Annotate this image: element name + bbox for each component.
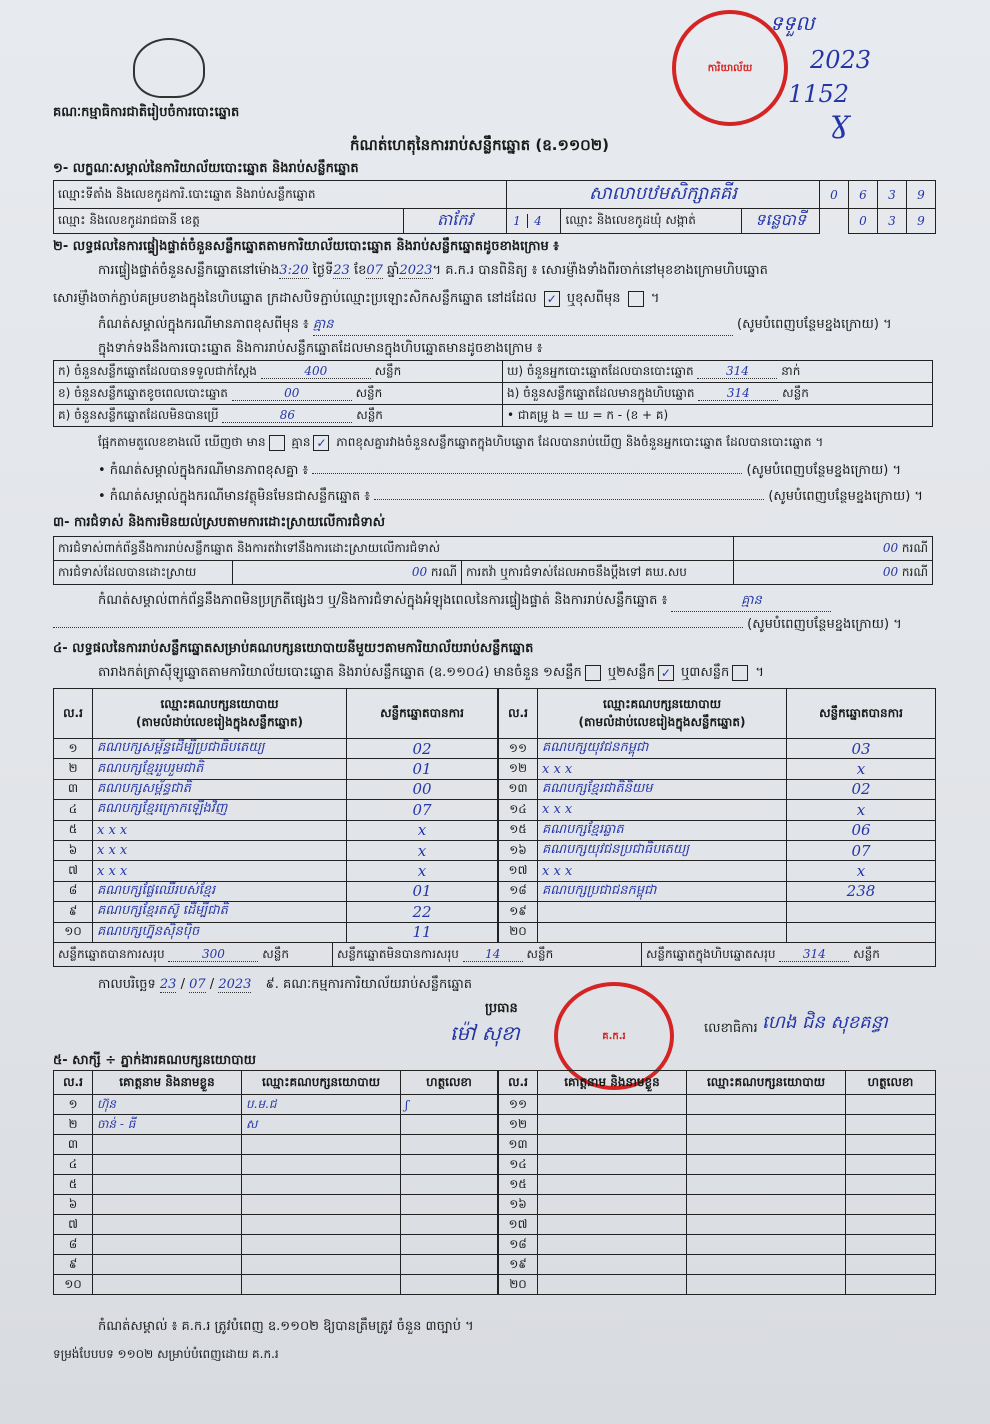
table-row	[499, 1095, 936, 1115]
witness-name: ចាន់ - ធី	[93, 1115, 242, 1135]
vote-count: 22	[347, 902, 498, 922]
party-name: គណបក្សប្រជាជនកម្ពុជា	[538, 881, 787, 901]
corner-signature: Ɣ	[830, 110, 850, 143]
verification-line: ការផ្ទៀងផ្ទាត់ចំនួនសន្លឹកឆ្នោតនៅម៉ោង3:20 ថ្ងៃទី23 ខែ07 ឆ្នាំ2023។ គ.ក.រ បានពិនិត្យ ៖ សោរម៉្ញាំងទាំងពីរចាក់នៅមុខខាងក្រោមហិបឆ្នោត	[98, 263, 768, 278]
row-number: ១៩	[499, 1255, 538, 1275]
province-label: ឈ្មោះ និងលេខកូដរាជធានី ខេត្ត	[54, 209, 404, 234]
witness-name	[93, 1275, 242, 1295]
row-number: ១៩	[499, 902, 538, 922]
party-name: គណបក្សយុវជនកម្ពុជា	[538, 739, 787, 759]
witness-party	[687, 1095, 846, 1115]
row-number: ២	[54, 1115, 93, 1135]
witness-party	[687, 1135, 846, 1155]
witness-signature	[401, 1135, 498, 1155]
chief-signature: ម៉ៅ សុខា	[450, 1021, 520, 1045]
table-row	[499, 1135, 936, 1155]
row-number: ៤	[54, 1155, 93, 1175]
vote-count: 00	[347, 779, 498, 799]
committee-stamp: គ.ក.រ	[554, 982, 674, 1090]
witness-signature	[846, 1115, 936, 1135]
vote-count: 06	[787, 820, 936, 840]
witness-signature	[401, 1175, 498, 1195]
witness-signature	[401, 1255, 498, 1275]
row-number: ៦	[54, 840, 93, 860]
row-number: ១៧	[499, 861, 538, 881]
party-name: គណបក្សខ្មែររួបរួមជាតិ	[93, 759, 347, 779]
seal-check-line: សោរម៉្ញាំងចាក់ភ្ជាប់គម្របខាងក្នុងនៃហិបឆ្នោត ក្រដាសបិទភ្ជាប់ឈ្មោះប្រឡោះសិកសន្លឹកឆ្នោត នៅដដែល ✓ ឬខុសពីមុន ។	[53, 291, 660, 306]
vote-count: 07	[787, 840, 936, 860]
witness-name	[93, 1155, 242, 1175]
witness-signature	[846, 1275, 936, 1295]
row-number: ១៣	[499, 1135, 538, 1155]
witness-name	[93, 1235, 242, 1255]
row-number: ៥	[54, 820, 93, 840]
row-number: ៦	[54, 1195, 93, 1215]
witness-name	[538, 1135, 687, 1155]
row-number: ៣	[54, 779, 93, 799]
section1-table: ឈ្មោះទីតាំង និងលេខកូដការិ.បោះឆ្នោត និងរាប់សន្លឹកឆ្នោត សាលាបឋមសិក្សាគគីរ 0 6 3 9 ឈ្មោះ និងលេខកូដរាជធានី ខេត្ត តាកែវ 1 4 ឈ្មោះ និងលេខកូដឃុំ សង្កាត់ ទន្លេបាទី 0 3 9	[53, 180, 936, 234]
row-number: ៣	[54, 1135, 93, 1155]
vote-count: 01	[347, 759, 498, 779]
row-number: ១១	[499, 1095, 538, 1115]
vote-count: x	[787, 759, 936, 779]
witness-party	[687, 1235, 846, 1255]
row-number: ៧	[54, 861, 93, 881]
date-line: កាលបរិច្ឆេទ 23 / 07 / 2023 ៩. គណៈកម្មការការិយាល័យរាប់សន្លឹកឆ្នោត	[98, 977, 473, 992]
witness-party	[242, 1175, 401, 1195]
witness-table-right: ល.រ គោត្តនាម និងនាមខ្លួន ឈ្មោះគណបក្សនយោបាយ ហត្ថលេខា ១១ ១២ ១៣ ១៤ ១៥ ១៦ ១៧ ១៨ ១៩ ២០	[498, 1070, 936, 1295]
corner-date: 2023	[810, 46, 872, 74]
witness-party	[242, 1155, 401, 1175]
row-number: ៤	[54, 800, 93, 820]
party-name: គណបក្សយុវជនប្រជាធិបតេយ្យ	[538, 840, 787, 860]
table-row	[54, 779, 498, 799]
party-name: គណបក្សខ្មែរឆ្លាត	[538, 820, 787, 840]
row-number: ១៣	[499, 779, 538, 799]
table-row	[54, 922, 498, 942]
witness-signature	[846, 1195, 936, 1215]
witness-party	[687, 1215, 846, 1235]
sheet-count-line: តារាងកត់ត្រាស៊ីឡូឆ្នោតតាមការិយាល័យបោះឆ្នោត និងរាប់សន្លឹកឆ្នោត (ឧ.១១០៤) មានចំនួន ១សន្លឹក ឬ២សន្លឹក ✓ ឬ៣សន្លឹក ។	[98, 665, 764, 680]
row-number: ៩	[54, 902, 93, 922]
table-row	[54, 1155, 498, 1175]
table-row	[54, 902, 498, 922]
table-row	[499, 1255, 936, 1275]
witness-signature	[846, 1095, 936, 1115]
witness-party: ប.ម.ជ	[242, 1095, 401, 1115]
witness-name	[538, 1155, 687, 1175]
witness-table-left: ល.រ គោត្តនាម និងនាមខ្លួន ឈ្មោះគណបក្សនយោបាយ ហត្ថលេខា ១ ហ៊ុន ប.ម.ជ ʃ ២ ចាន់ - ធី ស ៣ ៤ ៥ ៦ ៧ ៨ ៩ ១០	[53, 1070, 498, 1295]
table-row	[54, 881, 498, 901]
table-row	[54, 861, 498, 881]
form-footer: ទម្រង់បែបបទ ១១០២ សម្រាប់បំពេញដោយ គ.ក.រ	[53, 1347, 279, 1361]
party-name	[538, 922, 787, 942]
witness-party	[687, 1275, 846, 1295]
ballot-count-table: ក) ចំនួនសន្លឹកឆ្នោតដែលបានទទួលជាក់ស្តែង 400 សន្លឹក ឃ) ចំនួនអ្នកបោះឆ្នោតដែលបានបោះឆ្នោត 314 នាក់ ខ) ចំនួនសន្លឹកឆ្នោតខូចពេលបោះឆ្នោត 00 សន្លឹក ង) ចំនួនសន្លឹកឆ្នោតដែលមានក្នុងហិបឆ្នោត 314 សន្លឹក គ) ចំនួនសន្លឹកឆ្នោតដែលមិនបានប្រើ 86 សន្លឹក • ជាគម្រូ ង = ឃ = ក - (ខ + គ)	[53, 360, 933, 427]
section3-title: ៣- ការជំទាស់ និងការមិនយល់ស្របតាមការដោះស្រាយលើការជំទាស់	[53, 515, 385, 530]
commune-label: ឈ្មោះ និងលេខកូដឃុំ សង្កាត់	[561, 209, 742, 234]
secretary-signature: ហេង ជិន សុខគន្ធា	[762, 1012, 888, 1033]
row-number: ១៥	[499, 1175, 538, 1195]
irregularity-note-suffix: (សូមបំពេញបន្ថែមខ្នងក្រោយ) ។	[53, 616, 902, 635]
vote-count: x	[787, 800, 936, 820]
witness-party	[687, 1155, 846, 1175]
bullet-diff-note: • កំណត់សម្គាល់ក្នុងករណីមានភាពខុសគ្នា ៖ (សូមបំពេញបន្ថែមខ្នងក្រោយ) ។	[98, 463, 902, 478]
table-row	[54, 739, 498, 759]
witness-signature	[401, 1215, 498, 1235]
witness-party	[242, 1135, 401, 1155]
table-row	[54, 1095, 498, 1115]
table-row	[54, 1235, 498, 1255]
party-name: គណបក្សខ្មែរក្រោកឡើងវិញ	[93, 800, 347, 820]
results-table-left: ល.រ ឈ្មោះគណបក្សនយោបាយ (តាមលំដាប់លេខរៀងក្នុងសន្លឹកឆ្នោត) សន្លឹកឆ្នោតបានការ ១ គណបក្សសម្ព័ន្ធដើម្បីប្រជាធិបតេយ្យ 02 ២ គណបក្សខ្មែររួបរួមជាតិ 01 ៣ គណបក្សសម្ព័ន្ធជាតិ 00 ៤ គណបក្សខ្មែរក្រោកឡើងវិញ 07 ៥ x x x x ៦ x x x x ៧ x x x x ៨ គណបក្សផ្លែឈើរបស់ខ្មែរ 01 ៩ គណបក្សខ្មែរតស៊ូ ដើម្បីជាតិ 22 ១០ គណបក្សហ្វ៊ុនស៊ិនប៉ិច 11	[53, 688, 498, 943]
table-row	[54, 759, 498, 779]
witness-signature	[401, 1115, 498, 1135]
table-row	[499, 820, 936, 840]
different-checkbox[interactable]	[628, 291, 644, 307]
party-name: x x x	[93, 861, 347, 881]
table-row	[54, 1135, 498, 1155]
row-number: ៥	[54, 1175, 93, 1195]
form-title: កំណត់ហេតុនៃការរាប់សន្លឹកឆ្នោត (ឧ.១១០២)	[350, 136, 610, 154]
witness-name	[538, 1275, 687, 1295]
table-row	[54, 800, 498, 820]
table-row	[499, 1195, 936, 1215]
witness-party	[242, 1215, 401, 1235]
table-row	[499, 739, 936, 759]
witness-party	[687, 1255, 846, 1275]
witness-name	[93, 1215, 242, 1235]
ballot-intro: ក្នុងទាក់ទងនឹងការបោះឆ្នោត និងការរាប់សន្លឹកឆ្នោតដែលមានក្នុងហិបឆ្នោតមានដូចខាងក្រោម ៖	[98, 341, 543, 356]
row-number: ១	[54, 739, 93, 759]
vote-count: 03	[787, 739, 936, 759]
location-value: សាលាបឋមសិក្សាគគីរ	[506, 181, 819, 209]
table-row	[499, 1115, 936, 1135]
witness-signature	[846, 1135, 936, 1155]
vote-count: 01	[347, 881, 498, 901]
province-value: តាកែវ	[403, 209, 506, 234]
table-row	[499, 861, 936, 881]
row-number: ២០	[499, 922, 538, 942]
table-row	[54, 1175, 498, 1195]
vote-count: x	[347, 861, 498, 881]
bullet-object-note: • កំណត់សម្គាល់ក្នុងករណីមានវត្ថុមិនមែនជាសន្លឹកឆ្នោត ៖ (សូមបំពេញបន្ថែមខ្នងក្រោយ) ។	[98, 489, 923, 504]
witness-name	[93, 1135, 242, 1155]
results-table-right: ល.រ ឈ្មោះគណបក្សនយោបាយ (តាមលំដាប់លេខរៀងក្នុងសន្លឹកឆ្នោត) សន្លឹកឆ្នោតបានការ ១១ គណបក្សយុវជនកម្ពុជា 03 ១២ x x x x ១៣ គណបក្សខ្មែរជាតិនិយម 02 ១៤ x x x x ១៥ គណបក្សខ្មែរឆ្លាត 06 ១៦ គណបក្សយុវជនប្រជាធិបតេយ្យ 07 ១៧ x x x x ១៨ គណបក្សប្រជាជនកម្ពុជា 238 ១៩ ២០	[498, 688, 936, 943]
witness-signature	[846, 1155, 936, 1175]
witness-party	[687, 1115, 846, 1135]
party-name: x x x	[538, 861, 787, 881]
section2-title: ២- លទ្ធផលនៃការផ្ទៀងផ្ទាត់ចំនួនសន្លឹកឆ្នោតតាមការិយាល័យបោះឆ្នោត និងរាប់សន្លឹកឆ្នោតដូចខាងក្រោម ៖	[53, 239, 559, 254]
witness-signature	[846, 1235, 936, 1255]
witness-party	[242, 1275, 401, 1295]
witness-name	[538, 1235, 687, 1255]
witness-signature	[401, 1195, 498, 1215]
vote-count: 07	[347, 800, 498, 820]
witness-name	[538, 1175, 687, 1195]
row-number: ១២	[499, 1115, 538, 1135]
table-row	[499, 800, 936, 820]
witness-signature	[401, 1155, 498, 1175]
row-number: ១៨	[499, 1235, 538, 1255]
section1-title: ១- លក្ខណៈសម្គាល់នៃការិយាល័យបោះឆ្នោត និងរាប់សន្លឹកឆ្នោត	[53, 161, 359, 176]
party-name: គណបក្សសម្ព័ន្ធដើម្បីប្រជាធិបតេយ្យ	[93, 739, 347, 759]
row-number: ១៧	[499, 1215, 538, 1235]
row-number: ២	[54, 759, 93, 779]
irregularity-note: កំណត់សម្គាល់ពាក់ព័ន្ធនឹងភាពមិនប្រក្រតីផ្សេងៗ ឬ/និងការជំទាស់ក្នុងអំឡុងពេលនៃការផ្ទៀងផ្ទាត់ និងការរាប់សន្លឹកឆ្នោត ៖ គ្មាន	[98, 592, 831, 612]
witness-signature: ʃ	[401, 1095, 498, 1115]
party-name: គណបក្សសម្ព័ន្ធជាតិ	[93, 779, 347, 799]
table-row	[499, 1175, 936, 1195]
row-number: ៨	[54, 881, 93, 901]
party-name: x x x	[93, 840, 347, 860]
witness-party	[687, 1175, 846, 1195]
witness-party	[687, 1195, 846, 1215]
vote-count: x	[347, 840, 498, 860]
row-number: ១៦	[499, 1195, 538, 1215]
witness-name	[538, 1195, 687, 1215]
top-red-stamp: ការិយាល័យ	[672, 10, 788, 126]
witness-name	[93, 1175, 242, 1195]
witness-name	[538, 1255, 687, 1275]
row-number: ១៥	[499, 820, 538, 840]
row-number: ៨	[54, 1235, 93, 1255]
witness-party	[242, 1255, 401, 1275]
witness-name	[538, 1115, 687, 1135]
witness-name	[93, 1195, 242, 1215]
row-number: ១០	[54, 922, 93, 942]
party-name: គណបក្សខ្មែរជាតិនិយម	[538, 779, 787, 799]
table-row	[499, 840, 936, 860]
footnote: កំណត់សម្គាល់ ៖ គ.ក.រ ត្រូវបំពេញ ឧ.១១០២ ឱ្យបានត្រឹមត្រូវ ចំនួន ៣ច្បាប់ ។	[98, 1319, 474, 1334]
corner-number: 1152	[788, 80, 850, 108]
table-row	[54, 820, 498, 840]
table-row	[499, 1235, 936, 1255]
row-number: ១០	[54, 1275, 93, 1295]
vote-count: 02	[787, 779, 936, 799]
party-name: គណបក្សហ្វ៊ុនស៊ិនប៉ិច	[93, 922, 347, 942]
witness-signature	[846, 1255, 936, 1275]
row-number: ១	[54, 1095, 93, 1115]
vote-count: x	[347, 820, 498, 840]
party-name: x x x	[93, 820, 347, 840]
table-row	[54, 1215, 498, 1235]
same-checkbox[interactable]: ✓	[544, 291, 560, 307]
location-label: ឈ្មោះទីតាំង និងលេខកូដការិ.បោះឆ្នោត និងរាប់សន្លឹកឆ្នោត	[54, 181, 507, 209]
table-row	[499, 902, 936, 922]
row-number: ១៦	[499, 840, 538, 860]
row-number: ១៤	[499, 1155, 538, 1175]
chief-label: ប្រធាន	[485, 1001, 518, 1016]
row-number: ១២	[499, 759, 538, 779]
row-number: ៩	[54, 1255, 93, 1275]
section5-title: ៥- សាក្សី ÷ ភ្នាក់ងារគណបក្សនយោបាយ	[53, 1053, 256, 1068]
witness-name	[538, 1095, 687, 1115]
table-row	[499, 759, 936, 779]
party-name	[538, 902, 787, 922]
secretary-label: លេខាធិការ	[704, 1021, 758, 1036]
witness-name: ហ៊ុន	[93, 1095, 242, 1115]
witness-party: ស	[242, 1115, 401, 1135]
witness-party	[242, 1235, 401, 1255]
witness-signature	[846, 1215, 936, 1235]
party-name: គណបក្សខ្មែរតស៊ូ ដើម្បីជាតិ	[93, 902, 347, 922]
witness-signature	[401, 1235, 498, 1255]
witness-name	[538, 1215, 687, 1235]
table-row	[54, 1255, 498, 1275]
table-row	[499, 1275, 936, 1295]
difference-line: ផ្អែកតាមតួលេខខាងលើ ឃើញថា មាន គ្មាន ✓ ភាពខុសគ្នារវាងចំនួនសន្លឹកឆ្នោតក្នុងហិបឆ្នោត ដែលបានរាប់ឃើញ និងចំនួនអ្នកបោះឆ្នោត ដែលបានបោះឆ្នោត ។	[98, 435, 824, 450]
vote-count: 11	[347, 922, 498, 942]
vote-count: x	[787, 861, 936, 881]
emblem-logo	[133, 38, 205, 98]
org-name: គណៈកម្មាធិការជាតិរៀបចំការបោះឆ្នោត	[53, 105, 240, 120]
row-number: ៧	[54, 1215, 93, 1235]
table-row	[499, 881, 936, 901]
row-number: ១៤	[499, 800, 538, 820]
remark-line: កំណត់សម្គាល់ក្នុងករណីមានភាពខុសពីមុន ៖ គ្មាន (សូមបំពេញបន្ថែមខ្នងក្រោយ) ។	[98, 316, 892, 336]
party-name: x x x	[538, 800, 787, 820]
table-row	[54, 1195, 498, 1215]
objection-table: ការជំទាស់ពាក់ព័ន្ធនឹងការរាប់សន្លឹកឆ្នោត និងការតវ៉ាទៅនឹងការដោះស្រាយលើការជំទាស់ 00 ករណី ការជំទាស់ដែលបានដោះស្រាយ 00 ករណី ការតវ៉ា ឬការជំទាស់ដែលអាចនឹងប្តឹងទៅ គឃ.សប 00 ករណី	[53, 536, 933, 585]
table-row	[54, 840, 498, 860]
row-number: ២០	[499, 1275, 538, 1295]
vote-count	[787, 902, 936, 922]
witness-name	[93, 1255, 242, 1275]
vote-count: 238	[787, 881, 936, 901]
table-row	[54, 1275, 498, 1295]
table-row	[499, 1155, 936, 1175]
commune-value: ទន្លេបាទី	[742, 209, 820, 234]
row-number: ១៨	[499, 881, 538, 901]
stamp-corner-text: ទទួល	[770, 11, 815, 35]
totals-row: សន្លឹកឆ្នោតបានការសរុប 300 សន្លឹក សន្លឹកឆ្នោតមិនបានការសរុប 14 សន្លឹក សន្លឹកឆ្នោតក្នុងហិបឆ្នោតសរុប 314 សន្លឹក	[53, 942, 936, 967]
section4-title: ៤- លទ្ធផលនៃការរាប់សន្លឹកឆ្នោតសម្រាប់គណបក្សនយោបាយនីមួយៗតាមការិយាល័យរាប់សន្លឹកឆ្នោត	[53, 641, 534, 656]
party-name: គណបក្សផ្លែឈើរបស់ខ្មែរ	[93, 881, 347, 901]
table-row	[54, 1115, 498, 1135]
vote-count	[787, 922, 936, 942]
table-row	[499, 922, 936, 942]
table-row	[499, 1215, 936, 1235]
witness-signature	[846, 1175, 936, 1195]
witness-party	[242, 1195, 401, 1215]
row-number: ១១	[499, 739, 538, 759]
table-row	[499, 779, 936, 799]
party-name: x x x	[538, 759, 787, 779]
vote-count: 02	[347, 739, 498, 759]
witness-signature	[401, 1275, 498, 1295]
